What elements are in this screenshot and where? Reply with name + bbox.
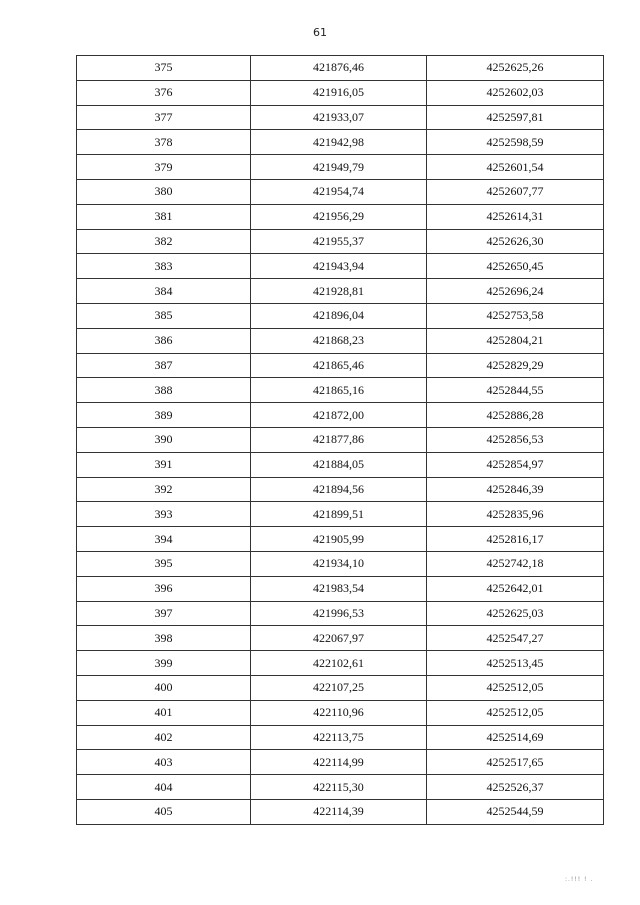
y-coordinate-cell: 4252512,05 (427, 700, 604, 725)
x-coordinate-cell: 421872,00 (251, 403, 427, 428)
table-row (77, 378, 604, 403)
point-number-cell: 391 (77, 452, 251, 477)
table-row (77, 675, 604, 700)
point-number-cell: 395 (77, 551, 251, 576)
point-number-cell: 401 (77, 700, 251, 725)
y-coordinate-cell: 4252696,24 (427, 279, 604, 304)
point-number-cell: 384 (77, 279, 251, 304)
table-row (77, 353, 604, 378)
table-row (77, 477, 604, 502)
y-coordinate-cell: 4252601,54 (427, 155, 604, 180)
y-coordinate-cell: 4252517,65 (427, 750, 604, 775)
y-coordinate-cell: 4252526,37 (427, 775, 604, 800)
x-coordinate-cell: 421899,51 (251, 502, 427, 527)
y-coordinate-cell: 4252856,53 (427, 427, 604, 452)
table-row (77, 229, 604, 254)
x-coordinate-cell: 421956,29 (251, 204, 427, 229)
point-number-cell: 402 (77, 725, 251, 750)
y-coordinate-cell: 4252514,69 (427, 725, 604, 750)
x-coordinate-cell: 421916,05 (251, 80, 427, 105)
y-coordinate-cell: 4252742,18 (427, 551, 604, 576)
point-number-cell: 404 (77, 775, 251, 800)
x-coordinate-cell: 422114,39 (251, 799, 427, 824)
y-coordinate-cell: 4252804,21 (427, 328, 604, 353)
point-number-cell: 385 (77, 303, 251, 328)
point-number-cell: 390 (77, 427, 251, 452)
table-row (77, 204, 604, 229)
x-coordinate-cell: 421877,86 (251, 427, 427, 452)
table-row (77, 328, 604, 353)
point-number-cell: 389 (77, 403, 251, 428)
coordinates-table-body (77, 56, 604, 825)
point-number-cell: 393 (77, 502, 251, 527)
y-coordinate-cell: 4252854,97 (427, 452, 604, 477)
x-coordinate-cell: 421942,98 (251, 130, 427, 155)
point-number-cell: 378 (77, 130, 251, 155)
coordinates-table (76, 55, 604, 825)
y-coordinate-cell: 4252846,39 (427, 477, 604, 502)
point-number-cell: 382 (77, 229, 251, 254)
x-coordinate-cell: 421949,79 (251, 155, 427, 180)
y-coordinate-cell: 4252513,45 (427, 651, 604, 676)
x-coordinate-cell: 421905,99 (251, 527, 427, 552)
x-coordinate-cell: 421868,23 (251, 328, 427, 353)
table-row (77, 155, 604, 180)
table-row (77, 601, 604, 626)
table-row (77, 403, 604, 428)
y-coordinate-cell: 4252625,26 (427, 56, 604, 81)
y-coordinate-cell: 4252602,03 (427, 80, 604, 105)
y-coordinate-cell: 4252835,96 (427, 502, 604, 527)
y-coordinate-cell: 4252607,77 (427, 179, 604, 204)
point-number-cell: 380 (77, 179, 251, 204)
table-row (77, 179, 604, 204)
x-coordinate-cell: 421876,46 (251, 56, 427, 81)
table-row (77, 551, 604, 576)
table-row (77, 725, 604, 750)
y-coordinate-cell: 4252844,55 (427, 378, 604, 403)
x-coordinate-cell: 422115,30 (251, 775, 427, 800)
table-row (77, 105, 604, 130)
x-coordinate-cell: 421884,05 (251, 452, 427, 477)
table-row (77, 452, 604, 477)
point-number-cell: 400 (77, 675, 251, 700)
table-row (77, 80, 604, 105)
table-row (77, 775, 604, 800)
table-row (77, 799, 604, 824)
x-coordinate-cell: 421983,54 (251, 576, 427, 601)
x-coordinate-cell: 421933,07 (251, 105, 427, 130)
point-number-cell: 397 (77, 601, 251, 626)
y-coordinate-cell: 4252650,45 (427, 254, 604, 279)
point-number-cell: 396 (77, 576, 251, 601)
x-coordinate-cell: 421955,37 (251, 229, 427, 254)
point-number-cell: 379 (77, 155, 251, 180)
x-coordinate-cell: 421865,16 (251, 378, 427, 403)
y-coordinate-cell: 4252614,31 (427, 204, 604, 229)
x-coordinate-cell: 422102,61 (251, 651, 427, 676)
page-number: 61 (313, 26, 327, 39)
point-number-cell: 381 (77, 204, 251, 229)
table-row (77, 130, 604, 155)
point-number-cell: 377 (77, 105, 251, 130)
x-coordinate-cell: 422110,96 (251, 700, 427, 725)
y-coordinate-cell: 4252544,59 (427, 799, 604, 824)
table-row (77, 527, 604, 552)
table-row (77, 502, 604, 527)
table-row (77, 651, 604, 676)
point-number-cell: 376 (77, 80, 251, 105)
y-coordinate-cell: 4252829,29 (427, 353, 604, 378)
y-coordinate-cell: 4252512,05 (427, 675, 604, 700)
y-coordinate-cell: 4252753,58 (427, 303, 604, 328)
table-row (77, 576, 604, 601)
table-row (77, 279, 604, 304)
y-coordinate-cell: 4252626,30 (427, 229, 604, 254)
point-number-cell: 398 (77, 626, 251, 651)
footer-mark: :.!!! ! . (565, 876, 594, 883)
x-coordinate-cell: 421896,04 (251, 303, 427, 328)
point-number-cell: 388 (77, 378, 251, 403)
x-coordinate-cell: 421865,46 (251, 353, 427, 378)
x-coordinate-cell: 422114,99 (251, 750, 427, 775)
table-row (77, 303, 604, 328)
x-coordinate-cell: 421996,53 (251, 601, 427, 626)
y-coordinate-cell: 4252597,81 (427, 105, 604, 130)
point-number-cell: 375 (77, 56, 251, 81)
table-row (77, 427, 604, 452)
x-coordinate-cell: 421928,81 (251, 279, 427, 304)
point-number-cell: 403 (77, 750, 251, 775)
y-coordinate-cell: 4252598,59 (427, 130, 604, 155)
point-number-cell: 387 (77, 353, 251, 378)
point-number-cell: 399 (77, 651, 251, 676)
point-number-cell: 392 (77, 477, 251, 502)
x-coordinate-cell: 421943,94 (251, 254, 427, 279)
x-coordinate-cell: 421894,56 (251, 477, 427, 502)
table-row (77, 700, 604, 725)
table-row (77, 254, 604, 279)
y-coordinate-cell: 4252625,03 (427, 601, 604, 626)
point-number-cell: 405 (77, 799, 251, 824)
y-coordinate-cell: 4252886,28 (427, 403, 604, 428)
point-number-cell: 386 (77, 328, 251, 353)
table-row (77, 626, 604, 651)
x-coordinate-cell: 422107,25 (251, 675, 427, 700)
x-coordinate-cell: 422113,75 (251, 725, 427, 750)
x-coordinate-cell: 422067,97 (251, 626, 427, 651)
x-coordinate-cell: 421934,10 (251, 551, 427, 576)
table-row (77, 56, 604, 81)
y-coordinate-cell: 4252816,17 (427, 527, 604, 552)
y-coordinate-cell: 4252547,27 (427, 626, 604, 651)
x-coordinate-cell: 421954,74 (251, 179, 427, 204)
point-number-cell: 383 (77, 254, 251, 279)
point-number-cell: 394 (77, 527, 251, 552)
y-coordinate-cell: 4252642,01 (427, 576, 604, 601)
table-row (77, 750, 604, 775)
